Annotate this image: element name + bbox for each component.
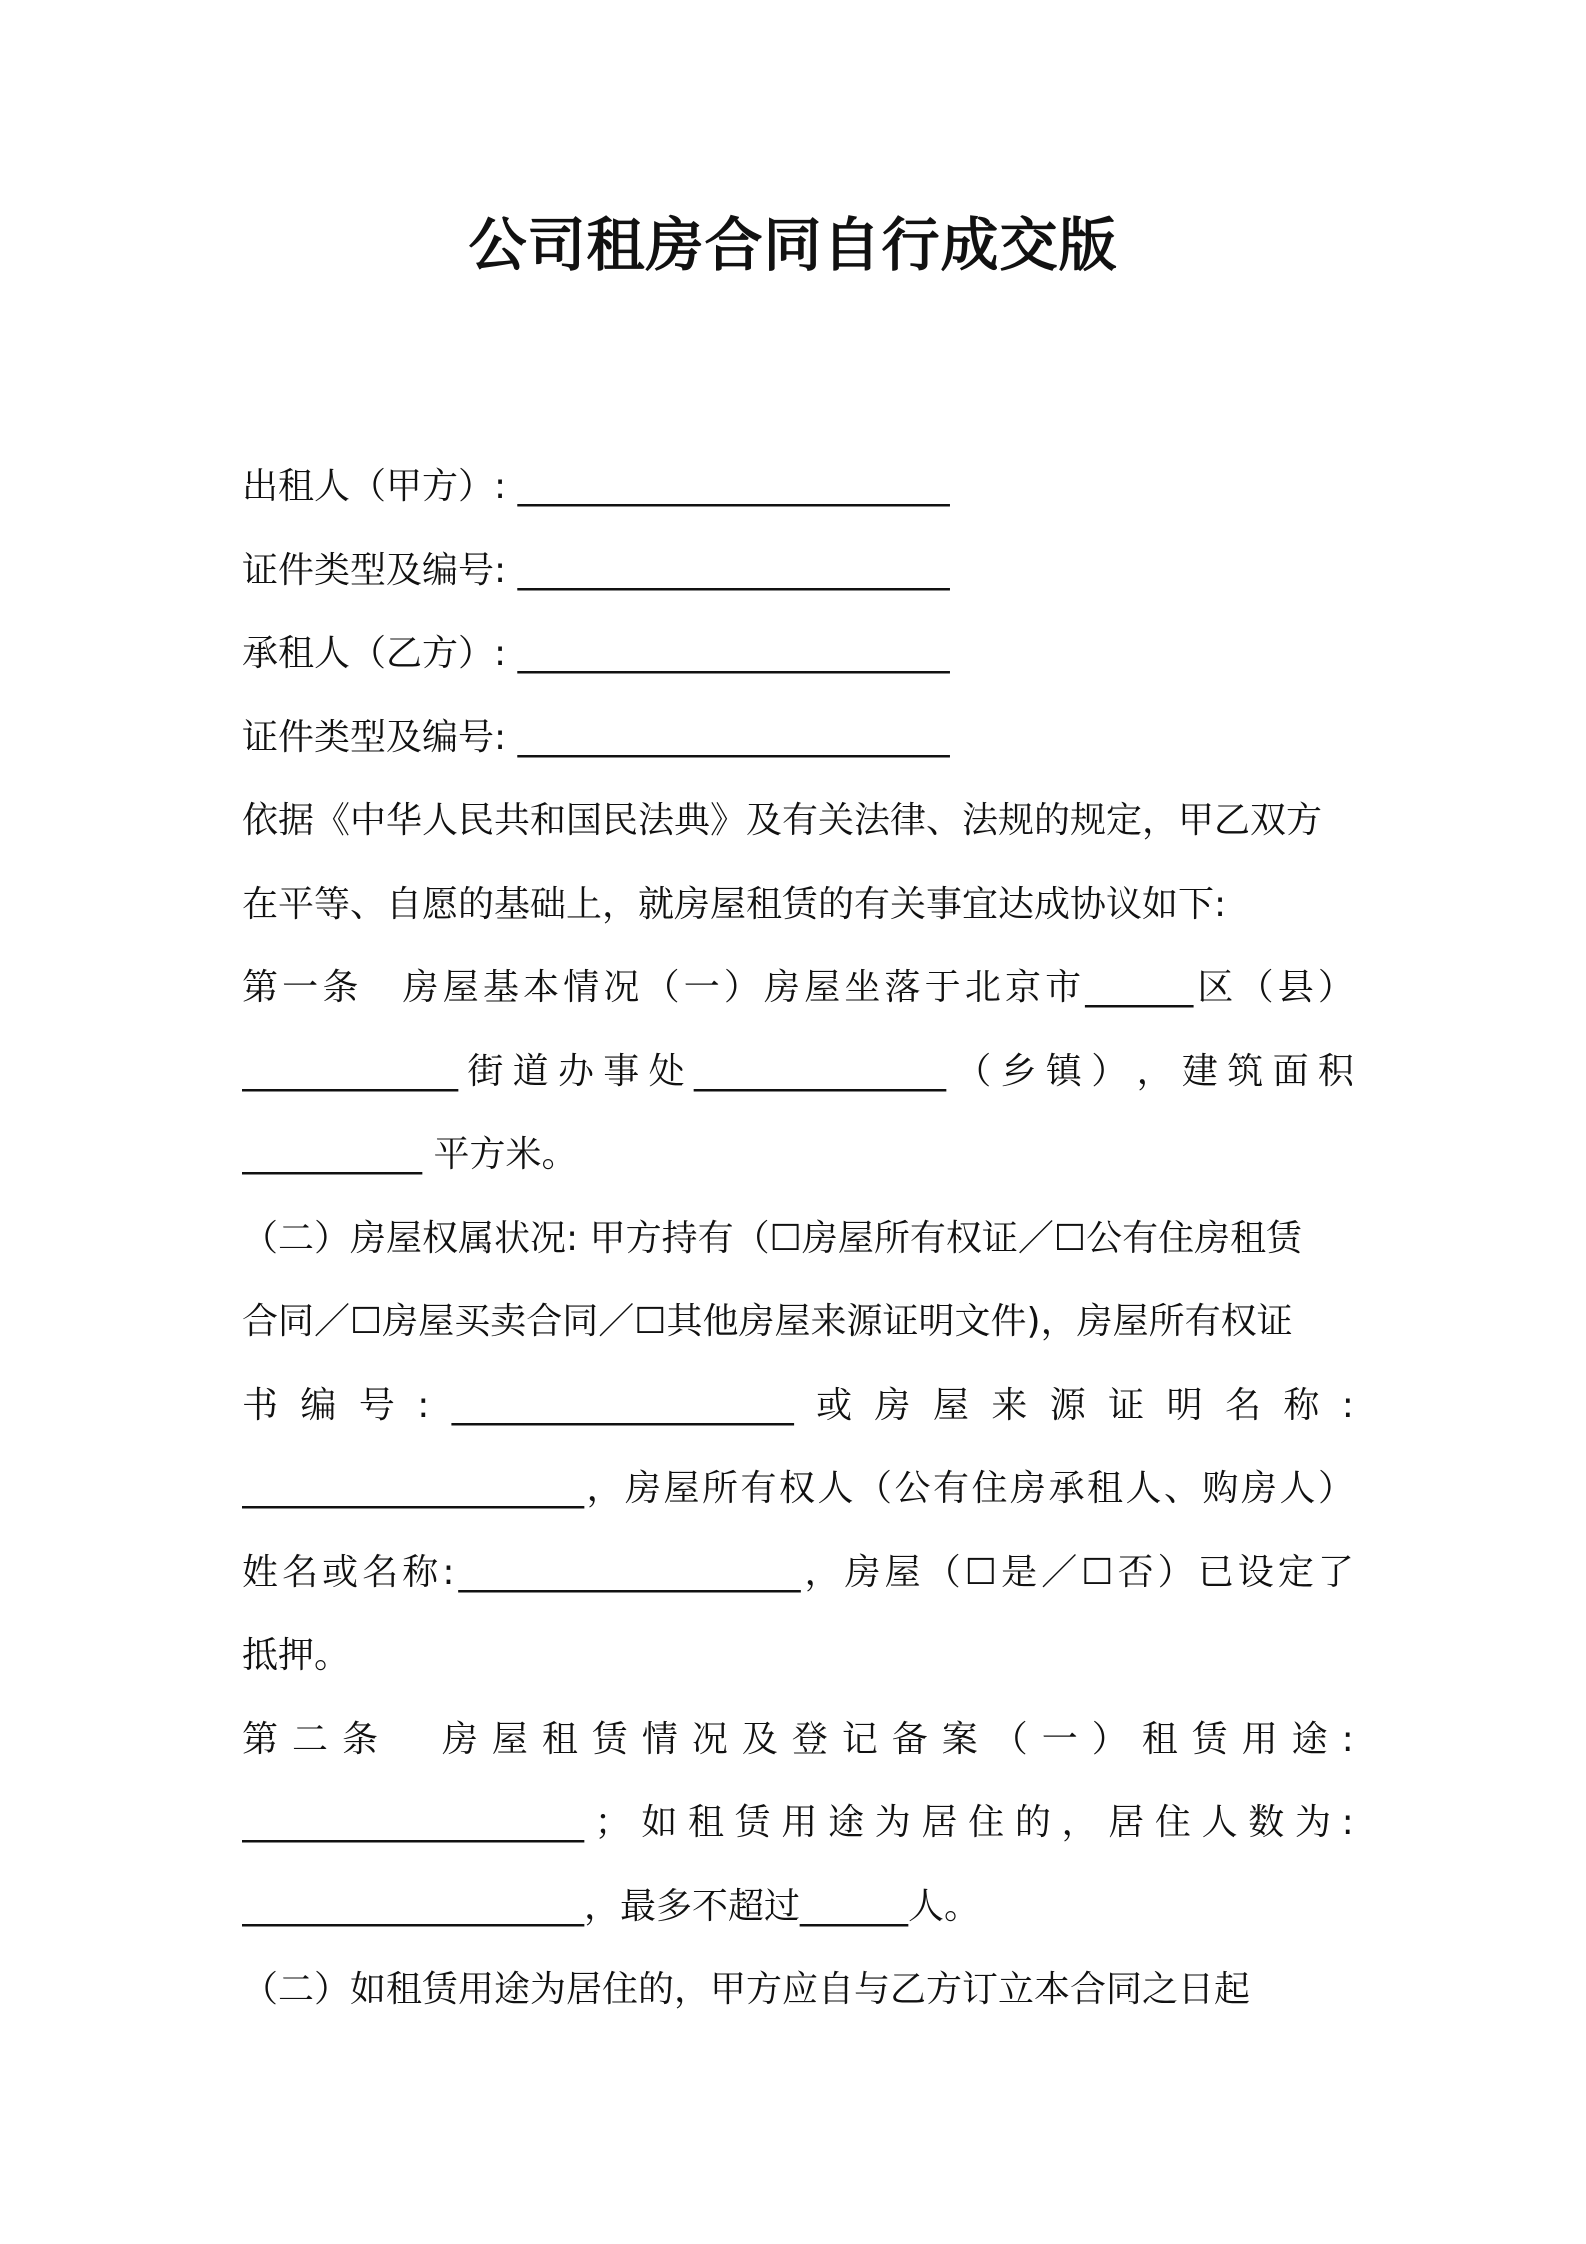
line-glyph: ） (1317, 967, 1354, 1008)
line-glyph: 镇 (1045, 1050, 1082, 1092)
line-glyph: 公 (894, 1468, 931, 1509)
line-glyph: 称 (402, 1551, 439, 1593)
line-glyph: 积 (1317, 1050, 1354, 1092)
line-glyph: 或 (816, 1384, 853, 1426)
line-glyph: 处 (648, 1050, 685, 1092)
contract-line (242, 612, 1354, 696)
line-glyph: 购 (1202, 1468, 1239, 1509)
line-glyph: 屋 (884, 1551, 921, 1593)
line-glyph: 事 (603, 1050, 640, 1092)
line-text: （二）房屋权属状况: 甲方持有（☐房屋所有权证／☐公有住房租赁 (242, 1217, 1303, 1259)
line-glyph: 租 (1086, 1468, 1123, 1509)
line-glyph: （ (924, 1551, 961, 1593)
contract-line (242, 1865, 1354, 1949)
line-glyph: 第 (242, 967, 279, 1008)
line-glyph: 市 (1045, 967, 1082, 1008)
document-title: 公司租房合同自行成交版 (468, 211, 1118, 279)
line-text: 证件类型及编号: ________________________ (242, 549, 950, 591)
line-glyph: 租 (1141, 1718, 1178, 1760)
line-glyph: 乡 (1000, 1050, 1037, 1092)
line-glyph: ） (723, 967, 760, 1008)
line-glyph: （ (1237, 967, 1274, 1008)
line-glyph: 及 (741, 1718, 778, 1760)
line-glyph: ☐ (964, 1551, 998, 1593)
line-glyph: ___________________ (458, 1551, 801, 1593)
line-glyph: 租 (688, 1802, 725, 1843)
line-glyph: 设 (1237, 1551, 1274, 1593)
contract-line (242, 1364, 1354, 1448)
contract-line (242, 696, 1354, 780)
line-glyph: 北 (964, 967, 1001, 1008)
line-glyph: 的 (1014, 1802, 1051, 1843)
line-glyph: 用 (1241, 1718, 1278, 1760)
line-glyph: 区 (1197, 967, 1234, 1008)
line-glyph: 人 (1125, 1468, 1162, 1509)
line-text: 出租人（甲方）: ________________________ (242, 466, 950, 507)
line-glyph: 一 (1041, 1718, 1078, 1760)
line-glyph: ） (1091, 1718, 1128, 1760)
line-glyph: 住 (971, 1468, 1008, 1509)
line-glyph: 为 (1294, 1802, 1331, 1843)
line-glyph: 房 (624, 1468, 661, 1509)
line-glyph: 屋 (491, 1718, 528, 1760)
line-glyph: 名 (362, 1551, 399, 1593)
line-text: 在平等、自愿的基础上，就房屋租赁的有关事宜达成协议如下: (242, 883, 1227, 925)
line-glyph: 证 (1108, 1384, 1145, 1426)
line-glyph: : (417, 1384, 430, 1426)
contract-line (242, 1113, 1354, 1197)
line-glyph: 否 (1117, 1551, 1154, 1593)
line-glyph: 权 (778, 1468, 815, 1509)
line-glyph: 人 (1201, 1802, 1238, 1843)
line-glyph: ； (594, 1802, 631, 1843)
contract-line (242, 1698, 1354, 1782)
line-glyph: 名 (282, 1551, 319, 1593)
line-glyph: 京 (1004, 967, 1041, 1008)
contract-line (242, 1948, 1354, 2032)
line-glyph: 房 (764, 967, 801, 1008)
line-glyph: 房 (1240, 1468, 1277, 1509)
line-glyph: 如 (641, 1802, 678, 1843)
line-glyph: 赁 (734, 1802, 771, 1843)
line-glyph: 本 (523, 967, 560, 1008)
line-glyph: ☐ (1081, 1551, 1114, 1593)
line-glyph: 所 (701, 1468, 738, 1509)
contract-line (242, 1531, 1354, 1615)
line-glyph: 坐 (844, 967, 881, 1008)
line-glyph: 或 (322, 1551, 359, 1593)
line-text: 证件类型及编号: ________________________ (242, 716, 950, 758)
line-glyph: （ (643, 967, 680, 1008)
line-glyph: ______ (1085, 967, 1194, 1008)
line-glyph: 屋 (663, 1468, 700, 1509)
line-glyph: （ (955, 1050, 992, 1092)
line-glyph: 数 (1248, 1802, 1285, 1843)
line-glyph: 号 (358, 1384, 395, 1426)
line-glyph: ， (1061, 1802, 1098, 1843)
line-glyph: 居 (921, 1802, 958, 1843)
line-glyph: 于 (924, 967, 961, 1008)
line-glyph: 定 (1277, 1551, 1314, 1593)
line-glyph: 房 (874, 1384, 911, 1426)
line-glyph: 姓 (242, 1551, 279, 1593)
line-glyph: （ (991, 1718, 1028, 1760)
contract-line (242, 779, 1354, 863)
line-glyph: 名 (1224, 1384, 1261, 1426)
line-glyph: 基 (482, 967, 519, 1008)
line-glyph: 人 (1279, 1468, 1316, 1509)
line-glyph: 房 (844, 1551, 881, 1593)
line-glyph: ／ (1041, 1551, 1078, 1593)
line-glyph: 住 (1154, 1802, 1191, 1843)
line-glyph: 落 (884, 967, 921, 1008)
line-glyph: ____________ (242, 1050, 458, 1092)
line-glyph: 情 (563, 967, 600, 1008)
line-glyph: 建 (1181, 1050, 1218, 1092)
line-glyph: 屋 (932, 1384, 969, 1426)
line-text: 合同／☐房屋买卖合同／☐其他房屋来源证明文件)，房屋所有权证 (242, 1301, 1293, 1342)
contract-line (242, 1781, 1354, 1865)
line-glyph: 登 (791, 1718, 828, 1760)
line-glyph: 二 (291, 1718, 328, 1760)
line-glyph: 来 (991, 1384, 1028, 1426)
line-glyph: ___________________ (451, 1384, 794, 1426)
line-glyph: 租 (541, 1718, 578, 1760)
line-glyph: 有 (932, 1468, 969, 1509)
line-glyph: 居 (1108, 1802, 1145, 1843)
contract-body (242, 445, 1354, 2032)
line-glyph: 况 (691, 1718, 728, 1760)
line-text: 依据《中华人民共和国民法典》及有关法律、法规的规定，甲乙双方 (242, 800, 1323, 841)
line-glyph: 房 (441, 1718, 478, 1760)
line-glyph: （ (855, 1468, 892, 1509)
line-glyph: 明 (1166, 1384, 1203, 1426)
line-glyph: 为 (874, 1802, 911, 1843)
line-glyph (392, 1698, 428, 1782)
line-glyph: : (442, 1551, 455, 1593)
line-text: 抵押。 (242, 1635, 351, 1676)
contract-line (242, 1280, 1354, 1364)
contract-line (242, 1614, 1354, 1698)
line-glyph: 记 (841, 1718, 878, 1760)
line-glyph: 编 (300, 1384, 337, 1426)
line-glyph: 人 (817, 1468, 854, 1509)
line-glyph: : (1341, 1384, 1354, 1426)
line-glyph: 已 (1197, 1551, 1234, 1593)
line-text: ___________________，最多不超过______人。 (242, 1885, 981, 1927)
line-glyph: 称 (1283, 1384, 1320, 1426)
line-glyph: ______________ (693, 1050, 946, 1092)
line-glyph: 况 (603, 967, 640, 1008)
line-glyph: 途 (828, 1802, 865, 1843)
line-glyph: ， (586, 1468, 623, 1509)
line-glyph: 条 (341, 1718, 378, 1760)
line-glyph: 住 (968, 1802, 1005, 1843)
line-glyph: 道 (512, 1050, 549, 1092)
line-glyph: 一 (282, 967, 319, 1008)
contract-line (242, 445, 1354, 529)
line-glyph: 、 (1163, 1468, 1200, 1509)
line-glyph: ） (1317, 1468, 1354, 1509)
contract-line (242, 1447, 1354, 1531)
line-glyph: 条 (322, 967, 359, 1008)
line-glyph: 是 (1001, 1551, 1038, 1593)
line-glyph: 筑 (1227, 1050, 1264, 1092)
line-glyph: 赁 (1191, 1718, 1228, 1760)
line-glyph: 办 (557, 1050, 594, 1092)
line-glyph: ） (1157, 1551, 1194, 1593)
line-glyph: 街 (467, 1050, 504, 1092)
line-glyph: 县 (1277, 967, 1314, 1008)
line-glyph: 承 (1048, 1468, 1085, 1509)
line-glyph: ___________________ (242, 1802, 584, 1843)
line-glyph: 备 (891, 1718, 928, 1760)
line-glyph: 用 (781, 1802, 818, 1843)
line-glyph: 房 (1009, 1468, 1046, 1509)
line-text: __________ 平方米。 (242, 1134, 578, 1175)
line-glyph: 途 (1291, 1718, 1328, 1760)
line-glyph: 赁 (591, 1718, 628, 1760)
line-glyph: 第 (242, 1718, 279, 1760)
line-glyph: 房 (402, 967, 439, 1008)
line-text: 承租人（乙方）: ________________________ (242, 633, 950, 674)
line-glyph: 了 (1317, 1551, 1354, 1593)
line-glyph: 面 (1272, 1050, 1309, 1092)
line-glyph: 案 (941, 1718, 978, 1760)
line-glyph: 有 (740, 1468, 777, 1509)
line-glyph: ） (1091, 1050, 1128, 1092)
line-glyph: 源 (1049, 1384, 1086, 1426)
line-glyph: ， (804, 1551, 841, 1593)
line-glyph: 情 (641, 1718, 678, 1760)
line-glyph: 屋 (804, 967, 841, 1008)
line-glyph: ___________________ (242, 1468, 584, 1509)
line-text: （二）如租赁用途为居住的，甲方应自与乙方订立本合同之日起 (242, 1969, 1251, 2010)
line-glyph: ， (1136, 1050, 1173, 1092)
line-glyph: : (1341, 1718, 1354, 1760)
line-glyph: 书 (242, 1384, 279, 1426)
line-glyph: 屋 (442, 967, 479, 1008)
contract-line (242, 863, 1354, 947)
contract-line (242, 946, 1354, 1030)
line-glyph: 一 (683, 967, 720, 1008)
line-glyph (362, 946, 398, 1030)
contract-line (242, 529, 1354, 613)
contract-line (242, 1030, 1354, 1114)
line-glyph: : (1341, 1802, 1354, 1843)
contract-line (242, 1197, 1354, 1281)
